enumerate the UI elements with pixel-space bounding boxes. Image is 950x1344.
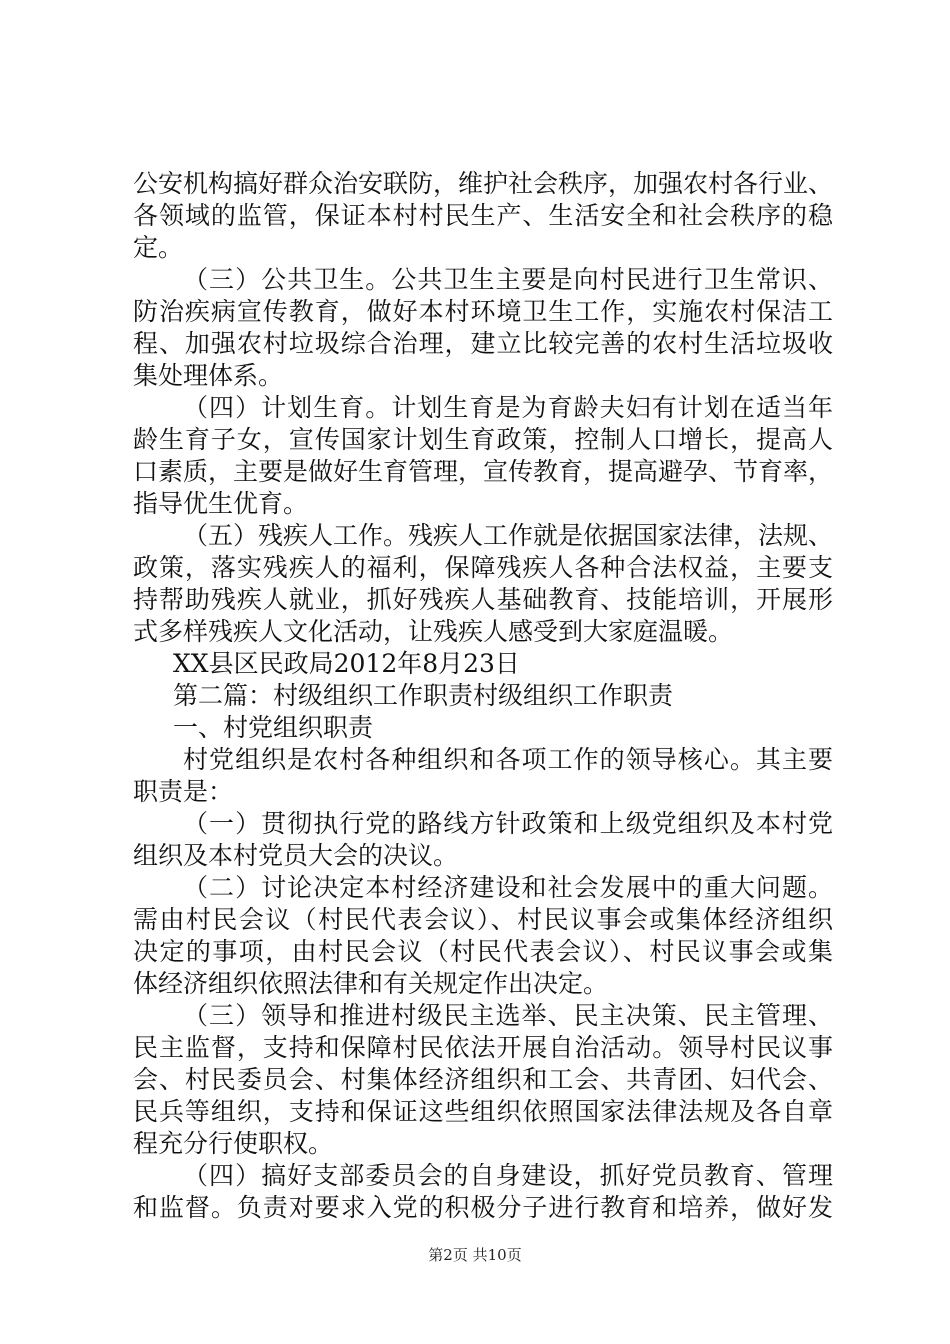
section-title: 第二篇：村级组织工作职责村级组织工作职责 [173, 681, 674, 710]
text-line: 程充分行使职权。 [133, 1129, 334, 1158]
text-line: 程、加强农村垃圾综合治理，建立比较完善的农村生活垃圾收 [133, 329, 833, 358]
text-line: 指导优生优育。 [133, 489, 309, 518]
text-line: 体经济组织依照法律和有关规定作出决定。 [133, 969, 609, 998]
text-line: 政策，落实残疾人的福利，保障残疾人各种合法权益，主要支 [133, 553, 833, 582]
page-footer: 第2页 共10页 [428, 1246, 522, 1264]
text-line: （三）公共卫生。公共卫生主要是向村民进行卫生常识、 [183, 265, 833, 294]
text-line: （四）计划生育。计划生育是为育龄夫妇有计划在适当年 [183, 393, 833, 422]
text-line: 村党组织是农村各种组织和各项工作的领导核心。其主要 [183, 745, 833, 774]
text-line: 会、村民委员会、村集体经济组织和工会、共青团、妇代会、 [133, 1065, 833, 1094]
text-line: 口素质，主要是做好生育管理，宣传教育，提高避孕、节育率， [133, 457, 834, 486]
text-line: 持帮助残疾人就业，抓好残疾人基础教育、技能培训，开展形 [133, 585, 833, 614]
text-line: 民兵等组织，支持和保证这些组织依照国家法律法规及各自章 [133, 1097, 833, 1126]
signature-line: XX县区民政局2012年8月23日 [173, 649, 520, 678]
text-line: 集处理体系。 [133, 361, 284, 390]
text-line: （三）领导和推进村级民主选举、民主决策、民主管理、 [183, 1001, 833, 1030]
text-line: （四）搞好支部委员会的自身建设，抓好党员教育、管理 [183, 1161, 833, 1190]
text-line: 龄生育子女，宣传国家计划生育政策，控制人口增长，提高人 [133, 425, 833, 454]
document-body [133, 168, 833, 1224]
text-line: 各领域的监管，保证本村村民生产、生活安全和社会秩序的稳 [133, 201, 833, 230]
text-line: 组织及本村党员大会的决议。 [133, 841, 459, 870]
text-line: （一）贯彻执行党的路线方针政策和上级党组织及本村党 [183, 809, 833, 838]
text-line: 决定的事项，由村民会议（村民代表会议）、村民议事会或集 [133, 937, 833, 966]
text-line: 公安机构搞好群众治安联防，维护社会秩序，加强农村各行业、 [133, 169, 834, 198]
text-line: 需由村民会议（村民代表会议）、村民议事会或集体经济组织 [133, 905, 833, 934]
text-line: 式多样残疾人文化活动，让残疾人感受到大家庭温暖。 [133, 617, 734, 646]
text-line: （五）残疾人工作。残疾人工作就是依据国家法律，法规、 [183, 521, 834, 550]
text-line: 职责是： [133, 777, 234, 806]
subsection-heading: 一、村党组织职责 [173, 713, 374, 742]
text-line: 防治疾病宣传教育，做好本村环境卫生工作，实施农村保洁工 [133, 297, 833, 326]
text-line: 民主监督，支持和保障村民依法开展自治活动。领导村民议事 [133, 1033, 833, 1062]
text-line: 和监督。负责对要求入党的积极分子进行教育和培养，做好发 [133, 1193, 833, 1222]
text-line: （二）讨论决定本村经济建设和社会发展中的重大问题。 [183, 873, 833, 902]
text-line: 定。 [133, 233, 184, 262]
